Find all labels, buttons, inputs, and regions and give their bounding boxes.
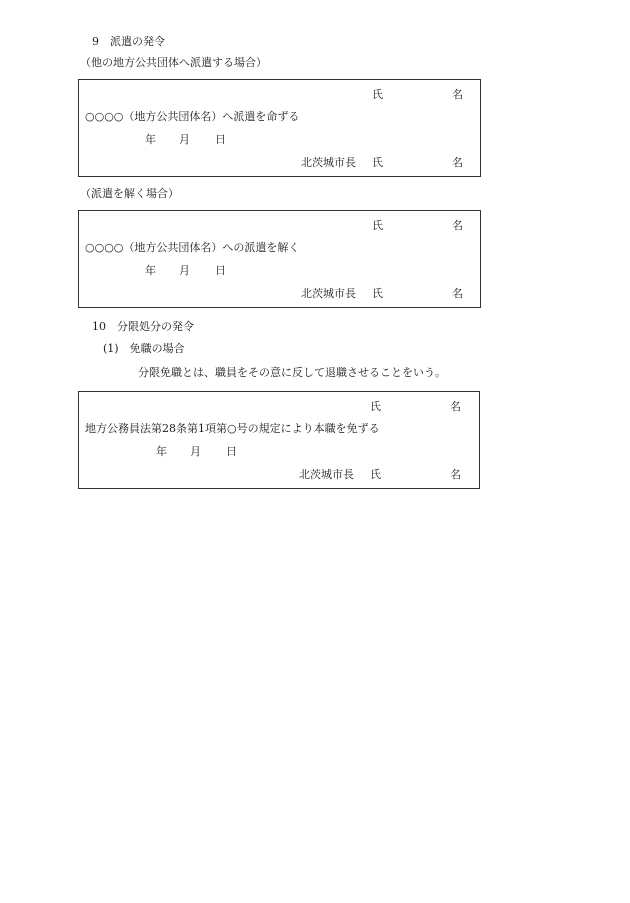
- date-month-label: 月: [179, 133, 190, 146]
- date-year-label: 年: [145, 264, 156, 277]
- date-year-label: 年: [156, 445, 167, 458]
- issuer-surname-label: 氏: [372, 287, 383, 300]
- order-text: ○○○○（地方公共団体名）へ派遣を命ずる: [85, 110, 300, 123]
- dismissal-order-form: [78, 391, 480, 489]
- date-day-label: 日: [215, 133, 226, 146]
- release-case-label: （派遣を解く場合）: [80, 187, 179, 200]
- issuer-surname-label: 氏: [372, 156, 383, 169]
- section-9-heading: 9 派遣の発令: [92, 35, 165, 48]
- date-day-label: 日: [226, 445, 237, 458]
- date-year-label: 年: [145, 133, 156, 146]
- name-surname-label: 氏: [370, 400, 381, 413]
- date-month-label: 月: [179, 264, 190, 277]
- name-given-label: 名: [450, 400, 461, 413]
- name-surname-label: 氏: [372, 219, 383, 232]
- name-surname-label: 氏: [372, 88, 383, 101]
- section-10-heading: 10 分限処分の発令: [92, 320, 194, 333]
- name-given-label: 名: [452, 219, 463, 232]
- dismissal-description: 分限免職とは、職員をその意に反して退職させることをいう。: [138, 366, 446, 379]
- issuer-given-label: 名: [450, 468, 461, 481]
- date-month-label: 月: [190, 445, 201, 458]
- name-given-label: 名: [452, 88, 463, 101]
- dispatch-order-form: [78, 79, 481, 177]
- order-text: 地方公務員法第28条第1項第○号の規定により本職を免ずる: [85, 422, 380, 435]
- order-text: ○○○○（地方公共団体名）への派遣を解く: [85, 241, 300, 254]
- date-day-label: 日: [215, 264, 226, 277]
- issuer-title: 北茨城市長: [301, 156, 356, 169]
- subsection-1-heading: (1) 免職の場合: [103, 342, 185, 355]
- issuer-title: 北茨城市長: [299, 468, 354, 481]
- issuer-surname-label: 氏: [370, 468, 381, 481]
- issuer-title: 北茨城市長: [301, 287, 356, 300]
- issuer-given-label: 名: [452, 156, 463, 169]
- release-order-form: [78, 210, 481, 308]
- dispatch-case-label: （他の地方公共団体へ派遣する場合）: [80, 56, 267, 69]
- issuer-given-label: 名: [452, 287, 463, 300]
